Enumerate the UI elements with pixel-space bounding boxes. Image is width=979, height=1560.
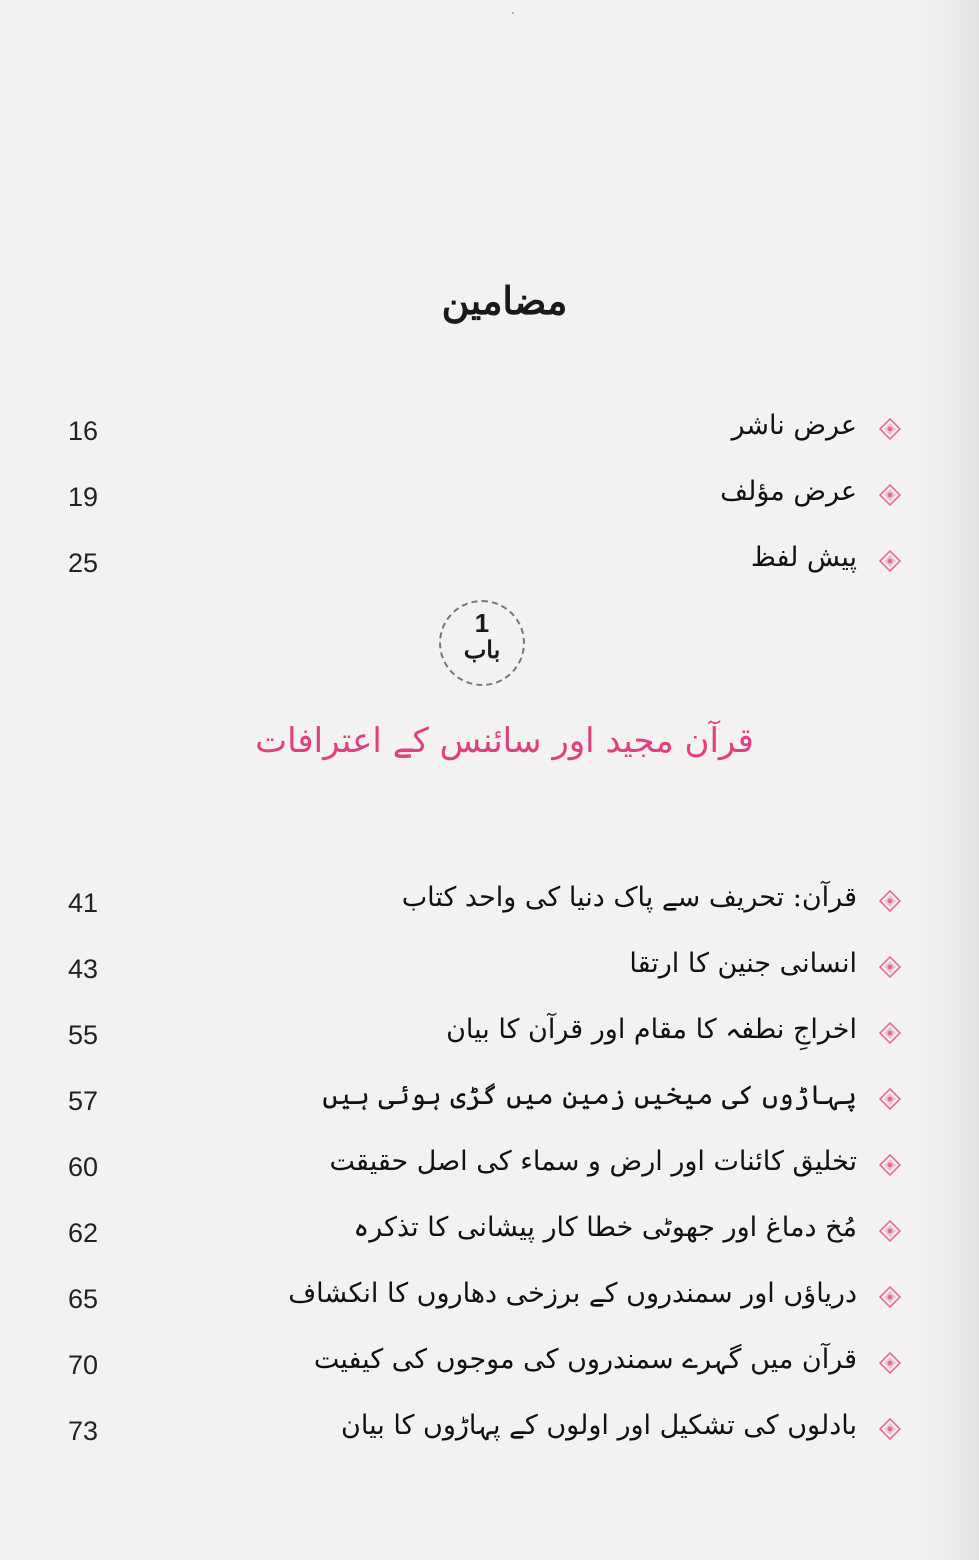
ornament-bullet-icon: [879, 484, 901, 506]
toc-page-number: 57: [68, 1086, 99, 1116]
toc-entry-title: پیش لفظ: [750, 542, 857, 573]
toc-entry: [0, 540, 979, 590]
toc-entry: [0, 1078, 979, 1128]
ornament-bullet-icon: [879, 1352, 901, 1374]
toc-page-number: 41: [68, 888, 99, 918]
toc-entry: [0, 1012, 979, 1062]
toc-page-number: 25: [68, 548, 99, 578]
toc-entry: [0, 880, 979, 930]
ornament-bullet-icon: [879, 550, 901, 572]
page-edge-shadow: [919, 0, 979, 1560]
toc-entry-title: اخراجِ نطفہ کا مقام اور قرآن کا بیان: [446, 1014, 857, 1045]
chapter-number: 1: [474, 608, 490, 638]
page-title: مضامین: [441, 278, 568, 323]
paper-speck: [512, 12, 514, 14]
toc-entry: [0, 946, 979, 996]
ornament-bullet-icon: [879, 418, 901, 440]
toc-entry: [0, 474, 979, 524]
toc-entry: [0, 1210, 979, 1260]
ornament-bullet-icon: [879, 956, 901, 978]
toc-page-number: 65: [68, 1284, 99, 1314]
ornament-bullet-icon: [879, 1088, 901, 1110]
toc-page-number: 19: [68, 482, 99, 512]
toc-page-number: 16: [68, 416, 99, 446]
toc-page-number: 73: [68, 1416, 99, 1446]
toc-entry: [0, 1276, 979, 1326]
toc-entry-title: دریاؤں اور سمندروں کے برزخی دھاروں کا انکشاف: [288, 1278, 857, 1309]
toc-page-number: 62: [68, 1218, 99, 1248]
toc-page-number: 70: [68, 1350, 99, 1380]
toc-entry-title: تخلیق کائنات اور ارض و سماء کی اصل حقیقت: [329, 1146, 857, 1177]
ornament-bullet-icon: [879, 1154, 901, 1176]
toc-entry-title: انسانی جنین کا ارتقا: [629, 948, 857, 979]
toc-entry-title: عرض ناشر: [731, 410, 857, 441]
toc-entry: [0, 1144, 979, 1194]
toc-entry: [0, 408, 979, 458]
toc-page-number: 55: [68, 1020, 99, 1050]
toc-entry: [0, 1408, 979, 1458]
ornament-bullet-icon: [879, 1418, 901, 1440]
toc-entry-title: بادلوں کی تشکیل اور اولوں کے پہاڑوں کا بیان: [341, 1410, 857, 1441]
toc-entry-title: مُخ دماغ اور جھوٹی خطا کار پیشانی کا تذکرہ: [353, 1212, 857, 1243]
toc-entry-title: قرآن میں گہرے سمندروں کی موجوں کی کیفیت: [313, 1344, 857, 1375]
toc-page-number: 60: [68, 1152, 99, 1182]
ornament-bullet-icon: [879, 890, 901, 912]
ornament-bullet-icon: [879, 1022, 901, 1044]
toc-entry: [0, 1342, 979, 1392]
toc-entry-title: قرآن: تحریف سے پاک دنیا کی واحد کتاب: [401, 882, 857, 913]
ornament-bullet-icon: [879, 1286, 901, 1308]
toc-entry-title: پہاڑوں کی میخیں زمین میں گڑی ہوئی ہیں: [322, 1080, 857, 1111]
ornament-bullet-icon: [879, 1220, 901, 1242]
chapter-badge: [439, 600, 525, 686]
chapter-label: باب: [463, 635, 501, 664]
toc-entry-title: عرض مؤلف: [720, 476, 857, 507]
chapter-title: قرآن مجید اور سائنس کے اعترافات: [255, 721, 754, 761]
toc-page-number: 43: [68, 954, 99, 984]
